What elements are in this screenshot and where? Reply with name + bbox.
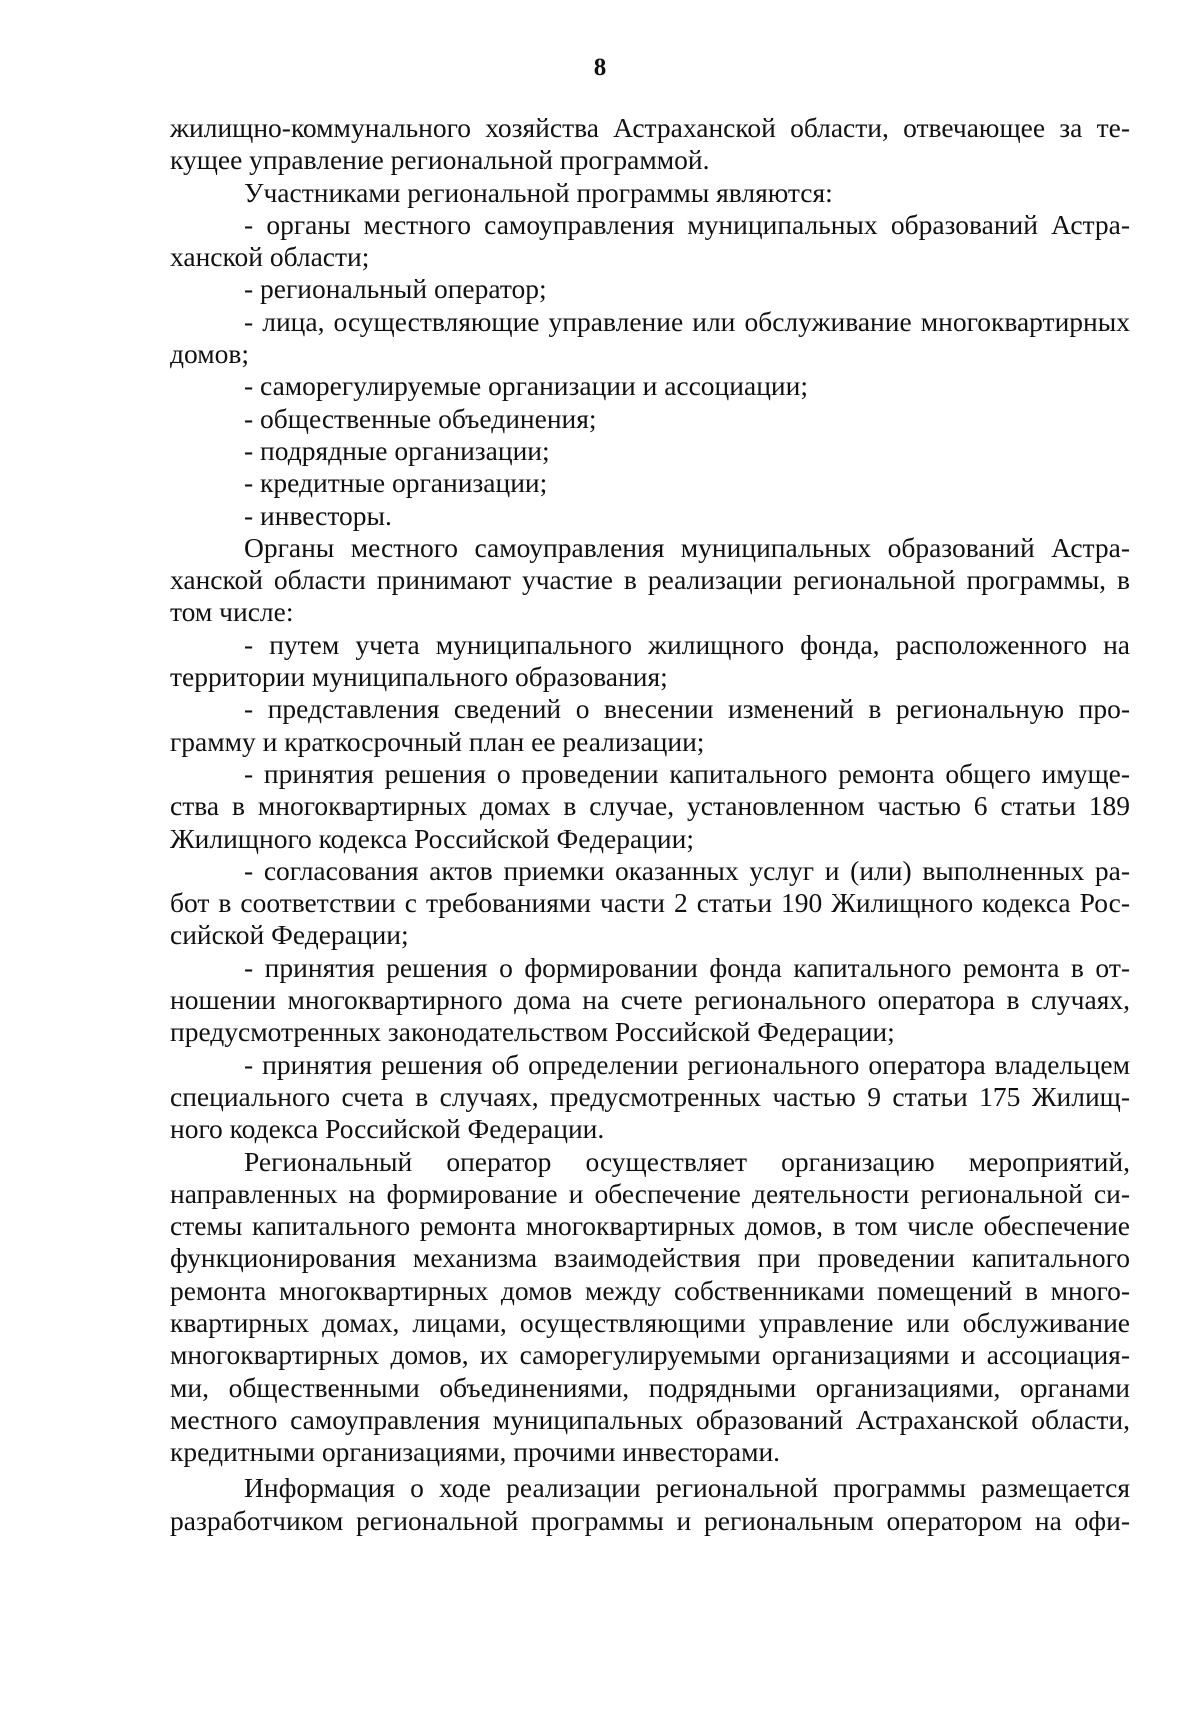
text-line: Жилищного кодекса Российской Федерации; xyxy=(170,822,694,854)
text-line: ремонта многоквартирных домов между собственниками помещений в много- xyxy=(170,1274,1130,1306)
text-line: Участниками региональной программы являются: xyxy=(244,176,833,208)
text-line: ханской области принимают участие в реализации региональной программы, в xyxy=(170,564,1130,596)
text-line: сийской Федерации; xyxy=(170,919,409,951)
document-body xyxy=(170,112,1130,1537)
page-number: 8 xyxy=(593,54,607,81)
text-line: ства в многоквартирных домах в случае, установленном частью 6 статьи 189 xyxy=(170,790,1130,822)
text-line: квартирных домах, лицами, осуществляющими управление или обслуживание xyxy=(170,1306,1130,1338)
text-line: - региональный оператор; xyxy=(244,273,547,305)
text-line: разработчиком региональной программы и региональным оператором на офи- xyxy=(170,1504,1130,1536)
text-line: Органы местного самоуправления муниципальных образований Астра- xyxy=(244,531,1130,563)
text-line: - общественные объединения; xyxy=(244,402,597,434)
text-line: ношении многоквартирного дома на счете регионального оператора в случаях, xyxy=(170,984,1130,1016)
text-line: предусмотренных законодательством Российской Федерации; xyxy=(170,1016,895,1048)
text-line: стемы капитального ремонта многоквартирных домов, в том числе обеспечение xyxy=(170,1210,1130,1242)
text-line: домов; xyxy=(170,338,249,370)
text-line: кредитными организациями, прочими инвесторами. xyxy=(170,1436,781,1468)
text-line: - путем учета муниципального жилищного фонда, расположенного на xyxy=(244,628,1130,660)
text-line: ми, общественными объединениями, подрядными организациями, органами xyxy=(170,1371,1130,1403)
text-line: - органы местного самоуправления муниципальных образований Астра- xyxy=(244,208,1130,240)
text-line: ханской области; xyxy=(170,241,370,273)
text-line: том числе: xyxy=(170,596,294,628)
text-line: - кредитные организации; xyxy=(244,467,548,499)
text-line: - принятия решения о формировании фонда капитального ремонта в от- xyxy=(244,951,1130,983)
text-line: - саморегулируемые организации и ассоциации; xyxy=(244,370,808,402)
text-line: - инвесторы. xyxy=(244,499,392,531)
text-line: жилищно-коммунального хозяйства Астраханской области, отвечающее за те- xyxy=(170,112,1130,143)
text-line: бот в соответствии с требованиями части 2 статьи 190 Жилищного кодекса Рос- xyxy=(170,887,1130,919)
text-line: - согласования актов приемки оказанных услуг и (или) выполненных ра- xyxy=(244,854,1130,886)
text-line: - представления сведений о внесении изменений в региональную про- xyxy=(244,693,1130,725)
text-line: - подрядные организации; xyxy=(244,434,550,466)
text-line: грамму и краткосрочный план ее реализации; xyxy=(170,725,705,757)
text-line: ного кодекса Российской Федерации. xyxy=(170,1113,605,1145)
text-line: специального счета в случаях, предусмотренных частью 9 статьи 175 Жилищ- xyxy=(170,1080,1130,1112)
text-line: направленных на формирование и обеспечение деятельности региональной си- xyxy=(170,1177,1130,1209)
text-line: - принятия решения о проведении капитального ремонта общего имуще- xyxy=(244,757,1130,789)
text-line: кущее управление региональной программой. xyxy=(170,144,710,176)
text-line: Информация о ходе реализации региональной программы размещается xyxy=(244,1472,1130,1504)
text-line: многоквартирных домов, их саморегулируемыми организациями и ассоциация- xyxy=(170,1339,1130,1371)
text-line: местного самоуправления муниципальных образований Астраханской области, xyxy=(170,1403,1130,1435)
text-line: - принятия решения об определении регионального оператора владельцем xyxy=(244,1048,1130,1080)
text-line: территории муниципального образования; xyxy=(170,661,668,693)
text-line: функционирования механизма взаимодействия при проведении капитального xyxy=(170,1242,1130,1274)
text-line: Региональный оператор осуществляет организацию мероприятий, xyxy=(244,1145,1130,1177)
text-line: - лица, осуществляющие управление или обслуживание многоквартирных xyxy=(244,305,1130,337)
